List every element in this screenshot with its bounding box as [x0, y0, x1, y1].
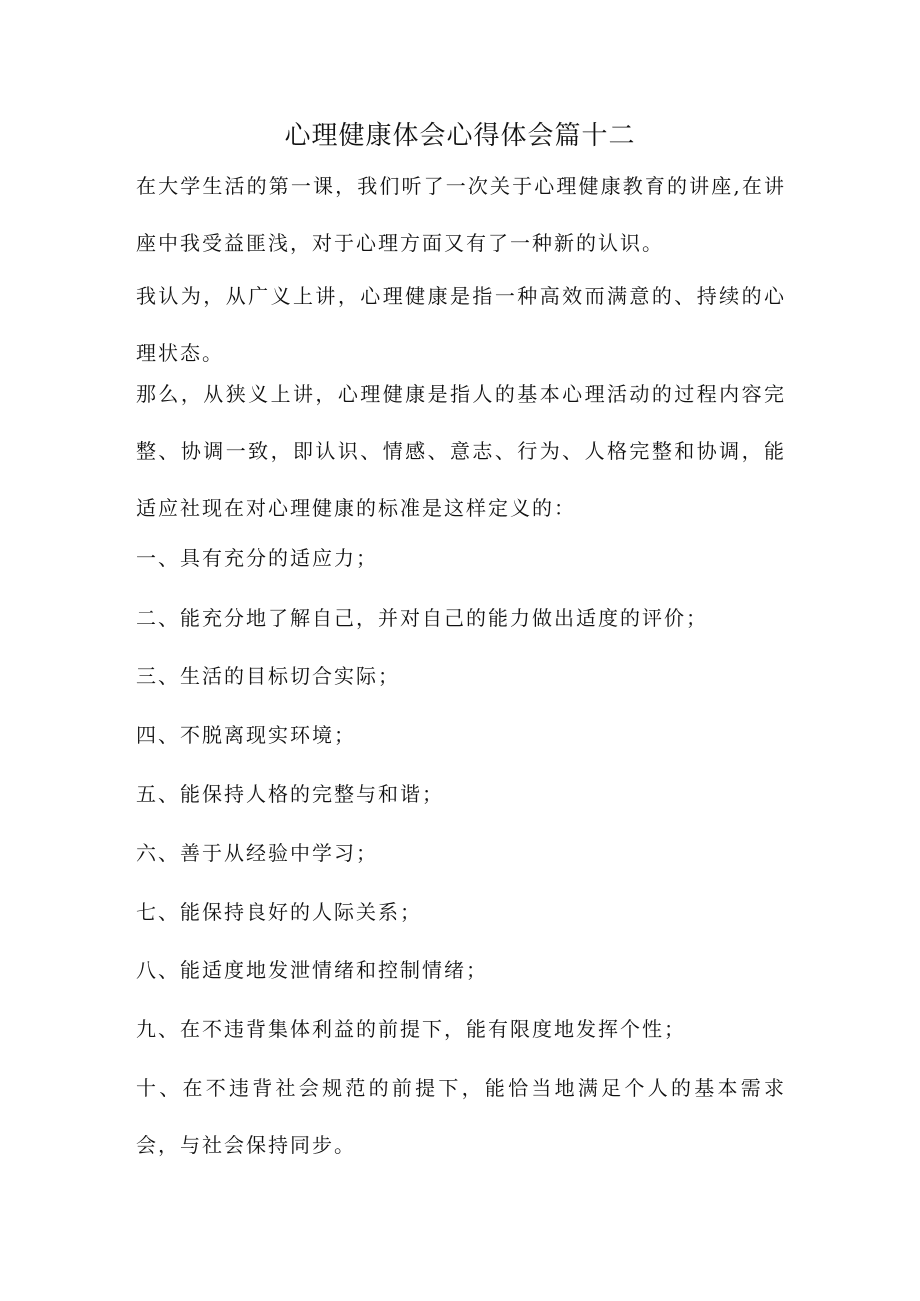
list-item-3: 三、生活的目标切合实际； [136, 664, 400, 688]
list-item-10: 十、在不违背社会规范的前提下，能恰当地满足个人的基本需求会，与社会保持同步。 [136, 1076, 786, 1157]
list-item-9: 九、在不违背集体利益的前提下，能有限度地发挥个性； [136, 1017, 686, 1041]
paragraph-broad-definition: 我认为，从广义上讲，心理健康是指一种高效而满意的、持续的心理状态。 [136, 284, 786, 365]
list-item-8: 八、能适度地发泄情绪和控制情绪； [136, 958, 488, 982]
list-item-4: 四、不脱离现实环境； [136, 723, 356, 747]
paragraph-narrow-definition: 那么，从狭义上讲，心理健康是指人的基本心理活动的过程内容完整、协调一致，即认识、情感、意志、行为、人格完整和协调，能适应社现在对心理健康的标准是这样定义的： [136, 382, 786, 520]
list-item-5: 五、能保持人格的完整与和谐； [136, 782, 444, 806]
list-item-1: 一、具有充分的适应力； [136, 546, 378, 570]
document-title: 心理健康体会心得体会篇十二 [284, 121, 636, 151]
list-item-6: 六、善于从经验中学习； [136, 841, 378, 865]
list-item-7: 七、能保持良好的人际关系； [136, 900, 422, 924]
paragraph-intro: 在大学生活的第一课，我们听了一次关于心理健康教育的讲座,在讲座中我受益匪浅，对于心理方面又有了一种新的认识。 [136, 174, 786, 255]
list-item-2: 二、能充分地了解自己，并对自己的能力做出适度的评价； [136, 606, 708, 630]
